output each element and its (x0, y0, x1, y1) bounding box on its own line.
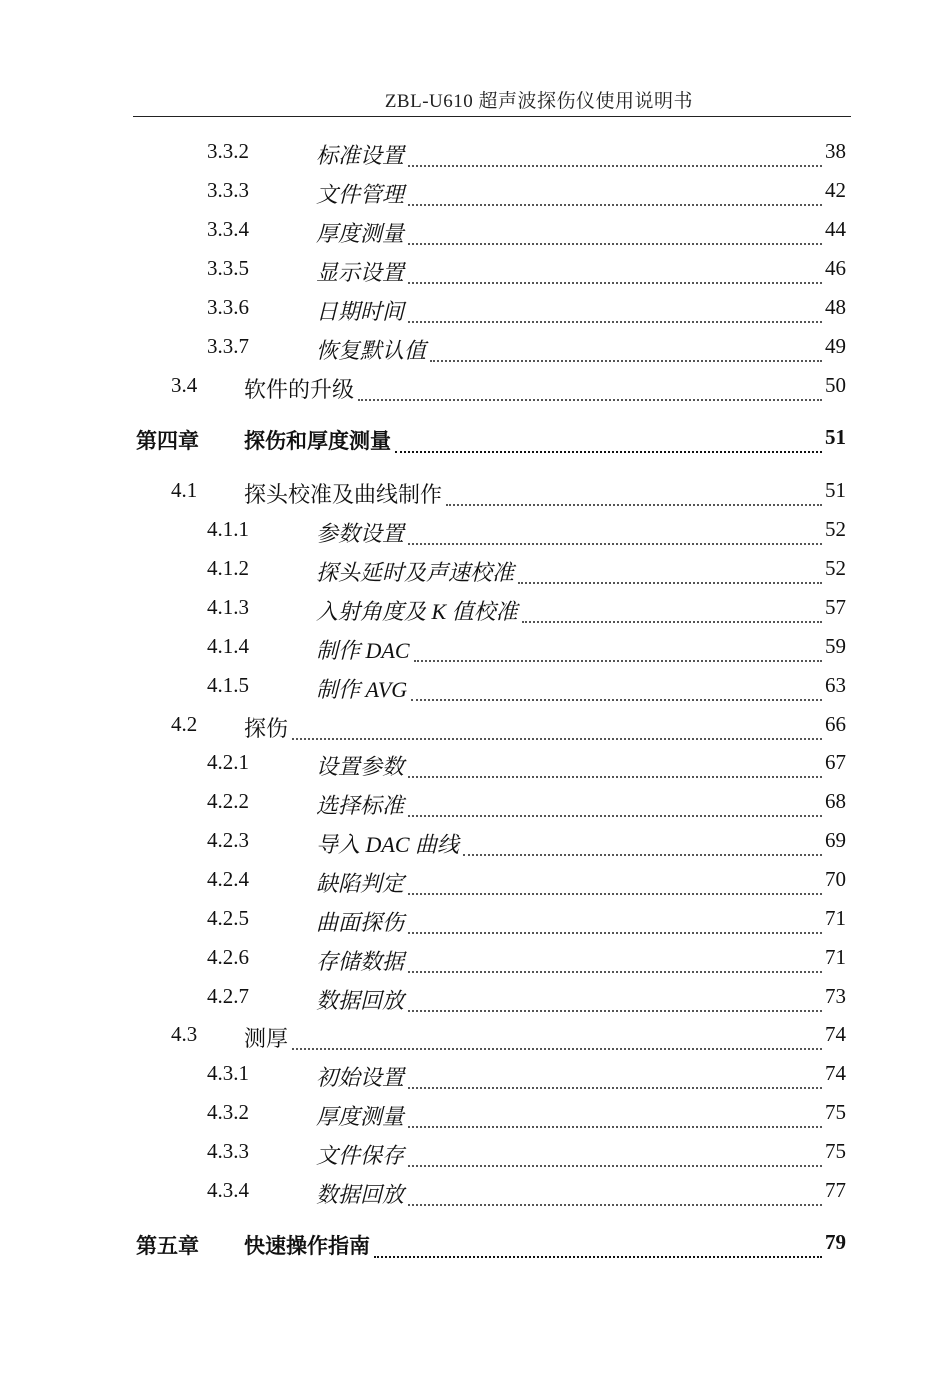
toc-entry-number: 4.1.4 (207, 634, 249, 658)
toc-entry-number: 4.1.1 (207, 517, 249, 541)
toc-dot-leader (430, 334, 822, 362)
toc-entry-title: 数据回放 (316, 1182, 405, 1207)
toc-dot-leader (411, 673, 822, 701)
toc-entry-title: 探伤 (244, 716, 289, 741)
toc-entry-number: 4.1.5 (207, 673, 249, 697)
toc-entry[interactable] (0, 673, 950, 703)
toc-entry-title: 制作 DAC (316, 638, 410, 663)
toc-dot-leader (408, 1100, 822, 1128)
toc-entry-number: 4.3.4 (207, 1178, 249, 1202)
toc-entry[interactable] (0, 906, 950, 936)
toc-entry-title: 制作 AVG (316, 677, 408, 702)
toc-entry[interactable] (0, 178, 950, 208)
toc-entry-page-number: 46 (825, 256, 846, 280)
toc-entry[interactable] (0, 373, 950, 403)
toc-entry-title: 恢复默认值 (316, 338, 427, 363)
toc-entry[interactable] (0, 789, 950, 819)
toc-entry-number: 4.1 (171, 478, 198, 502)
toc-entry-page-number: 63 (825, 673, 846, 697)
toc-entry-page-number: 52 (825, 517, 846, 541)
toc-entry-page-number: 71 (825, 945, 846, 969)
toc-dot-leader (522, 595, 822, 623)
toc-chapter-entry[interactable] (0, 1230, 950, 1260)
toc-entry-title: 探伤和厚度测量 (244, 428, 391, 453)
toc-entry-page-number: 75 (825, 1100, 846, 1124)
toc-entry[interactable] (0, 256, 950, 286)
toc-entry[interactable] (0, 828, 950, 858)
toc-entry-title: 日期时间 (316, 299, 405, 324)
toc-entry-number: 3.3.7 (207, 334, 249, 358)
toc-dot-leader (408, 295, 822, 323)
toc-dot-leader (518, 556, 822, 584)
toc-dot-leader (292, 1022, 822, 1050)
toc-dot-leader (408, 139, 822, 167)
toc-entry-page-number: 67 (825, 750, 846, 774)
toc-entry-title: 文件保存 (316, 1143, 405, 1168)
document-title: ZBL-U610 超声波探伤仪使用说明书 (384, 91, 693, 112)
toc-dot-leader (358, 373, 822, 401)
toc-entry-number: 3.3.5 (207, 256, 249, 280)
toc-entry[interactable] (0, 295, 950, 325)
toc-entry[interactable] (0, 712, 950, 742)
toc-entry[interactable] (0, 1061, 950, 1091)
toc-entry[interactable] (0, 217, 950, 247)
toc-entry[interactable] (0, 517, 950, 547)
toc-entry-page-number: 74 (825, 1022, 846, 1046)
toc-dot-leader (408, 1061, 822, 1089)
toc-entry-title: 缺陷判定 (316, 871, 405, 896)
toc-dot-leader (408, 984, 822, 1012)
toc-entry[interactable] (0, 945, 950, 975)
toc-dot-leader (408, 789, 822, 817)
toc-entry-page-number: 49 (825, 334, 846, 358)
toc-entry-page-number: 68 (825, 789, 846, 813)
toc-entry-number: 3.3.2 (207, 139, 249, 163)
toc-entry-page-number: 57 (825, 595, 846, 619)
toc-dot-leader (408, 1178, 822, 1206)
toc-entry-page-number: 71 (825, 906, 846, 930)
toc-entry-number: 4.3.2 (207, 1100, 249, 1124)
toc-entry-title: 入射角度及 K 值校准 (316, 599, 518, 624)
toc-dot-leader (414, 634, 822, 662)
toc-entry-title: 厚度测量 (316, 221, 405, 246)
toc-entry-page-number: 77 (825, 1178, 846, 1202)
toc-dot-leader (408, 217, 822, 245)
toc-entry[interactable] (0, 1139, 950, 1169)
toc-entry[interactable] (0, 595, 950, 625)
toc-entry-title: 探头校准及曲线制作 (244, 482, 443, 507)
toc-dot-leader (408, 867, 822, 895)
toc-entry-title: 显示设置 (316, 260, 405, 285)
toc-entry-number: 4.2.1 (207, 750, 249, 774)
toc-entry[interactable] (0, 634, 950, 664)
toc-dot-leader (408, 1139, 822, 1167)
toc-entry-number: 3.4 (171, 373, 198, 397)
toc-entry-number: 4.2.6 (207, 945, 249, 969)
toc-entry-page-number: 50 (825, 373, 846, 397)
toc-dot-leader (374, 1230, 822, 1258)
toc-entry[interactable] (0, 1022, 950, 1052)
toc-entry-page-number: 59 (825, 634, 846, 658)
toc-entry[interactable] (0, 1178, 950, 1208)
toc-dot-leader (408, 517, 822, 545)
toc-entry-number: 4.2.3 (207, 828, 249, 852)
toc-entry-title: 标准设置 (316, 143, 405, 168)
toc-entry-page-number: 51 (825, 478, 846, 502)
toc-entry-page-number: 66 (825, 712, 846, 736)
toc-entry-title: 导入 DAC 曲线 (316, 832, 460, 857)
toc-entry-page-number: 42 (825, 178, 846, 202)
toc-entry-number: 4.2.5 (207, 906, 249, 930)
toc-entry-page-number: 70 (825, 867, 846, 891)
toc-entry-number: 3.3.3 (207, 178, 249, 202)
toc-entry-page-number: 73 (825, 984, 846, 1008)
toc-entry-page-number: 44 (825, 217, 846, 241)
toc-entry-page-number: 69 (825, 828, 846, 852)
toc-entry-title: 参数设置 (316, 521, 405, 546)
toc-entry-title: 探头延时及声速校准 (316, 560, 515, 585)
toc-entry[interactable] (0, 139, 950, 169)
toc-dot-leader (408, 178, 822, 206)
toc-entry-title: 快速操作指南 (244, 1233, 370, 1258)
toc-entry-number: 4.2.2 (207, 789, 249, 813)
toc-entry-number: 4.2 (171, 712, 198, 736)
toc-dot-leader (408, 945, 822, 973)
toc-entry-page-number: 38 (825, 139, 846, 163)
toc-entry[interactable] (0, 478, 950, 508)
toc-entry-page-number: 75 (825, 1139, 846, 1163)
toc-entry-number: 4.3.3 (207, 1139, 249, 1163)
toc-entry[interactable] (0, 750, 950, 780)
toc-entry[interactable] (0, 334, 950, 364)
toc-chapter-entry[interactable] (0, 425, 950, 455)
toc-entry-number: 4.2.7 (207, 984, 249, 1008)
toc-dot-leader (408, 906, 822, 934)
toc-entry-number: 4.3.1 (207, 1061, 249, 1085)
toc-entry-title: 数据回放 (316, 988, 405, 1013)
toc-entry-number: 4.1.2 (207, 556, 249, 580)
toc-entry-page-number: 79 (825, 1230, 846, 1254)
toc-entry-title: 厚度测量 (316, 1104, 405, 1129)
toc-entry[interactable] (0, 867, 950, 897)
toc-entry-number: 4.3 (171, 1022, 198, 1046)
toc-entry-title: 选择标准 (316, 793, 405, 818)
toc-entry-number: 4.2.4 (207, 867, 249, 891)
toc-entry[interactable] (0, 1100, 950, 1130)
toc-entry-number: 第五章 (136, 1233, 199, 1258)
toc-entry-title: 存储数据 (316, 949, 405, 974)
toc-entry-title: 软件的升级 (244, 377, 355, 402)
toc-entry-title: 设置参数 (316, 754, 405, 779)
toc-entry-number: 4.1.3 (207, 595, 249, 619)
toc-entry[interactable] (0, 556, 950, 586)
toc-entry-number: 3.3.4 (207, 217, 249, 241)
toc-dot-leader (408, 750, 822, 778)
toc-dot-leader (292, 712, 822, 740)
toc-entry-title: 初始设置 (316, 1065, 405, 1090)
toc-dot-leader (463, 828, 822, 856)
toc-dot-leader (395, 425, 822, 453)
toc-entry-page-number: 52 (825, 556, 846, 580)
toc-entry-page-number: 51 (825, 425, 846, 449)
toc-dot-leader (446, 478, 822, 506)
toc-entry[interactable] (0, 984, 950, 1014)
toc-dot-leader (408, 256, 822, 284)
toc-entry-title: 文件管理 (316, 182, 405, 207)
toc-entry-page-number: 74 (825, 1061, 846, 1085)
toc-entry-number: 第四章 (136, 428, 199, 453)
toc-entry-number: 3.3.6 (207, 295, 249, 319)
toc-entry-title: 测厚 (244, 1026, 289, 1051)
toc-entry-title: 曲面探伤 (316, 910, 405, 935)
toc-entry-page-number: 48 (825, 295, 846, 319)
